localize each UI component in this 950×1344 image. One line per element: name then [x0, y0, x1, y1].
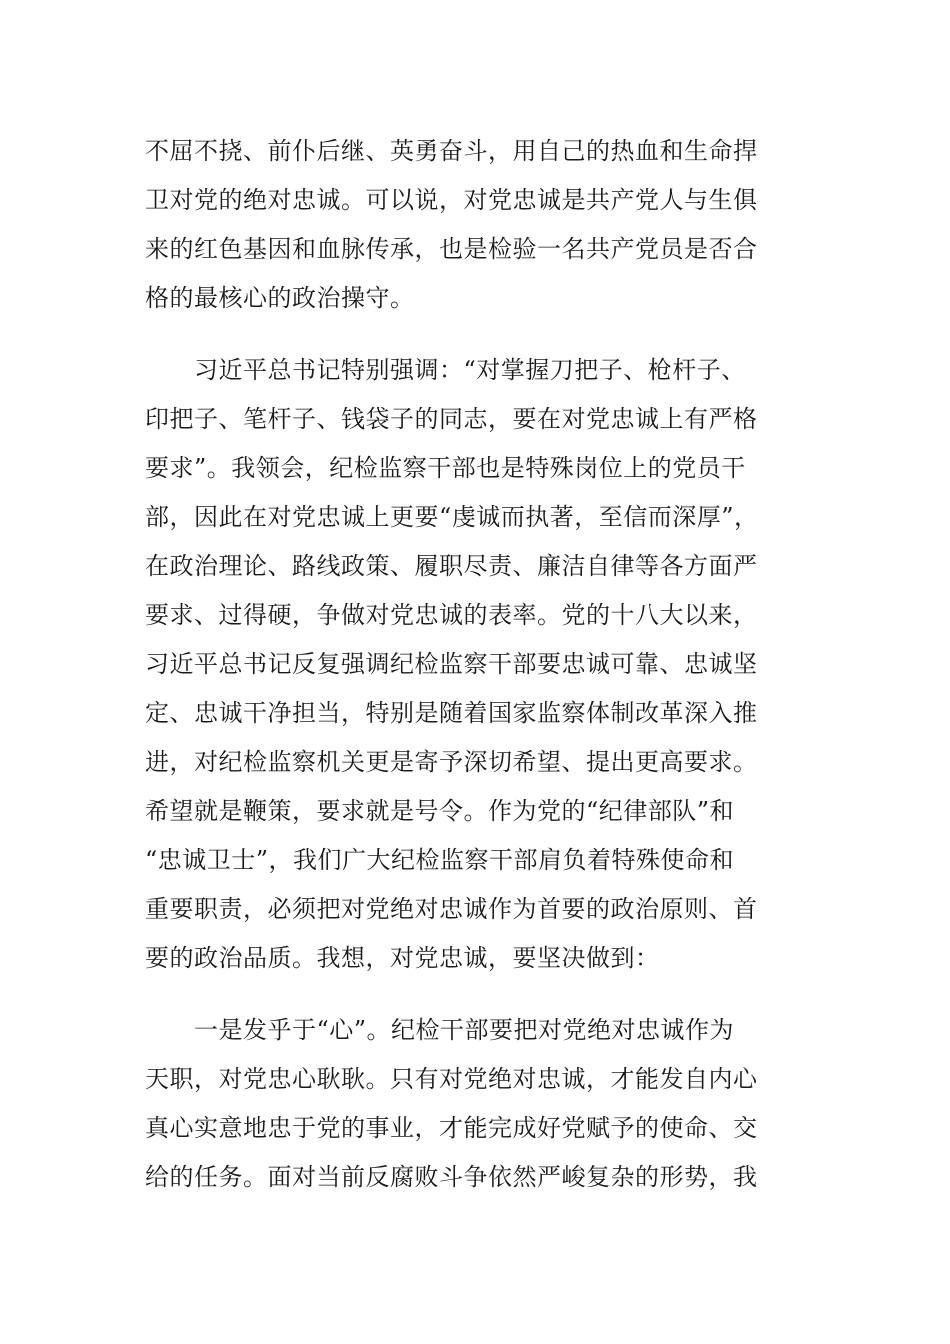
text-line: 一是发乎于“心”。纪检干部要把对党绝对忠诚作为: [145, 1016, 735, 1044]
text-line: 格的最核心的政治操守。: [145, 284, 415, 312]
text-line: 在政治理论、路线政策、履职尽责、廉洁自律等各方面严: [145, 552, 758, 580]
text-line: 要求”。我领会，纪检监察干部也是特殊岗位上的党员干: [145, 454, 746, 482]
paragraph-1: [145, 127, 805, 323]
text-line: 习近平总书记特别强调：“对掌握刀把子、枪杆子、: [145, 356, 746, 384]
text-line: 印把子、笔杆子、钱袋子的同志，要在对党忠诚上有严格: [145, 405, 758, 433]
paragraph-2: [145, 346, 805, 983]
text-line: 真心实意地忠于党的事业，才能完成好党赋予的使命、交: [145, 1114, 758, 1142]
paragraph-3: [145, 1006, 805, 1202]
text-line: 部，因此在对党忠诚上更要“虔诚而执著，至信而深厚”，: [145, 503, 759, 531]
text-line: “忠诚卫士”，我们广大纪检监察干部肩负着特殊使命和: [145, 846, 735, 874]
text-line: 来的红色基因和血脉传承，也是检验一名共产党员是否合: [145, 235, 758, 263]
document-body: [145, 127, 805, 1202]
text-line: 定、忠诚干净担当，特别是随着国家监察体制改革深入推: [145, 699, 758, 727]
text-line: 要的政治品质。我想，对党忠诚，要坚决做到：: [145, 944, 660, 972]
text-line: 希望就是鞭策，要求就是号令。作为党的“纪律部队”和: [145, 797, 735, 825]
text-line: 给的任务。面对当前反腐败斗争依然严峻复杂的形势，我: [145, 1163, 758, 1191]
text-line: 不屈不挠、前仆后继、英勇奋斗，用自己的热血和生命捍: [145, 137, 758, 165]
text-line: 卫对党的绝对忠诚。可以说，对党忠诚是共产党人与生俱: [145, 186, 758, 214]
text-line: 习近平总书记反复强调纪检监察干部要忠诚可靠、忠诚坚: [145, 650, 758, 678]
text-line: 重要职责，必须把对党绝对忠诚作为首要的政治原则、首: [145, 895, 758, 923]
text-line: 进，对纪检监察机关更是寄予深切希望、提出更高要求。: [145, 748, 758, 776]
text-line: 天职，对党忠心耿耿。只有对党绝对忠诚，才能发自内心: [145, 1065, 758, 1093]
text-line: 要求、过得硬，争做对党忠诚的表率。党的十八大以来，: [145, 601, 758, 629]
